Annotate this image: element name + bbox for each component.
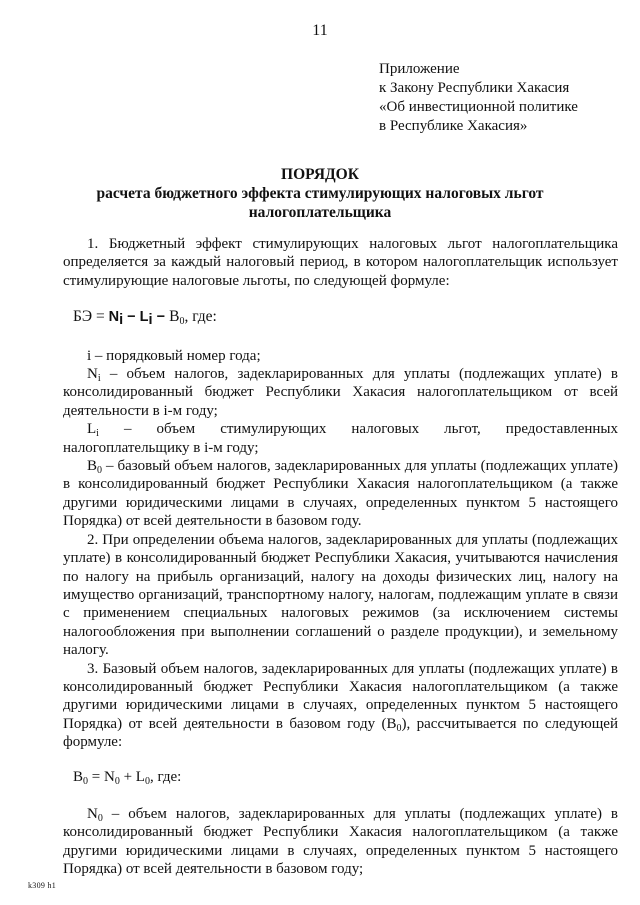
document-title — [0, 165, 640, 222]
def-n0-text: – объем налогов, задекларированных для уплаты (подлежащих уплате) в консолидированный бюджет Республики Хакасия налогоплательщиком (а также другими юридическими лицами в случаях, определенных пунктом 5 настоящего Порядка) от всей деятельности в базовом году; — [63, 805, 618, 878]
para3-sub: 0 — [396, 722, 402, 734]
formula-b: B — [169, 308, 180, 326]
appendix-header — [379, 60, 578, 136]
page-number: 11 — [312, 22, 328, 39]
formula2-n-sub: 0 — [114, 775, 120, 787]
formula-suffix: , где: — [184, 308, 217, 326]
def-li-text: – объем стимулирующих налоговых льгот, предоставленных налогоплательщику в i-м году; — [63, 421, 618, 456]
formula-minus-2: − — [152, 309, 170, 326]
def-b0-sub: 0 — [97, 465, 103, 477]
def-ni-symbol: N — [87, 366, 98, 383]
title-line-2: расчета бюджетного эффекта стимулирующих налоговых льгот — [96, 185, 544, 202]
paragraph-2: 2. При определении объема налогов, задекларированных для уплаты (подлежащих уплате) в консолидированный бюджет Республики Хакасия, учитываются начисления по налогу на прибыль организаций, налогу на доходы физических лиц, налогу на имущество организаций, транспортному налогу, налогам, подлежащим уплате в связи с применением специальных налоговых режимов (за исключением системы налогообложения при выполнении соглашений о разделе продукции), и земельному налогу. — [63, 531, 618, 659]
document-body — [63, 235, 618, 879]
formula-base-volume — [63, 768, 618, 786]
para3-text: 3. Базовый объем налогов, задекларированных для уплаты (подлежащих уплате) в консолидированный бюджет Республики Хакасия налогоплательщиком (а также другими юридическими лицами в случаях, определенных пунктом 5 настоящего Порядка) от всей деятельности в базовом году (B — [63, 660, 618, 732]
formula-n: N — [108, 309, 120, 326]
formula-l: L — [139, 309, 149, 326]
appendix-line-3: «Об инвестиционной политике — [379, 99, 578, 115]
def-li-sub: i — [96, 428, 99, 440]
formula-lhs: БЭ = — [73, 308, 109, 326]
definition-li — [63, 420, 618, 457]
def-n0-symbol: N — [87, 805, 98, 822]
formula2-suffix: , где: — [149, 768, 182, 785]
para3-tail: ), рассчитывается по следующей формуле: — [63, 715, 618, 751]
appendix-line-2: к Закону Республики Хакасия — [379, 80, 570, 96]
def-b0-symbol: B — [87, 458, 98, 475]
paragraph-1: 1. Бюджетный эффект стимулирующих налоговых льгот налогоплательщика определяется за каждый налоговый период, в котором налогоплательщик использует стимулирующие налоговые льготы, по следующей формуле: — [63, 236, 618, 289]
definition-i: i – порядковый номер года; — [87, 347, 261, 364]
def-b0-text: – базовый объем налогов, задекларированных для уплаты (подлежащих уплате) в консолидированный бюджет Республики Хакасия налогоплательщиком (а также другими юридическими лицами в случаях, определенных пунктом 5 настоящего Порядка) от всей деятельности в базовом году. — [63, 458, 618, 530]
footer-code: k309 h1 — [28, 881, 57, 890]
definition-b0 — [63, 457, 618, 531]
appendix-line-4: в Республике Хакасия» — [379, 118, 528, 134]
formula2-l-sub: 0 — [144, 775, 150, 787]
title-line-3: налогоплательщика — [248, 204, 392, 221]
appendix-line-1: Приложение — [379, 61, 460, 77]
def-n0-sub: 0 — [97, 812, 103, 824]
formula-l-sub: i — [148, 312, 153, 329]
title-line-1: ПОРЯДОК — [281, 166, 359, 183]
formula-minus-1: − — [123, 309, 140, 326]
formula2-eq: = N — [88, 768, 115, 785]
formula-b-sub: 0 — [179, 316, 185, 328]
definition-ni — [63, 365, 618, 420]
formula2-b-sub: 0 — [83, 775, 89, 787]
definition-n0 — [63, 805, 618, 879]
formula2-plus: + L — [119, 768, 145, 785]
def-ni-text: – объем налогов, задекларированных для уплаты (подлежащих уплате) в консолидированный бюджет Республики Хакасия налогоплательщиком от всей деятельности в i-м году; — [63, 366, 618, 419]
formula-budget-effect — [63, 308, 618, 329]
formula-n-sub: i — [119, 312, 124, 329]
def-li-symbol: L — [87, 421, 97, 438]
paragraph-3 — [63, 660, 618, 752]
def-ni-sub: i — [97, 373, 101, 385]
formula2-b: B — [73, 768, 84, 785]
